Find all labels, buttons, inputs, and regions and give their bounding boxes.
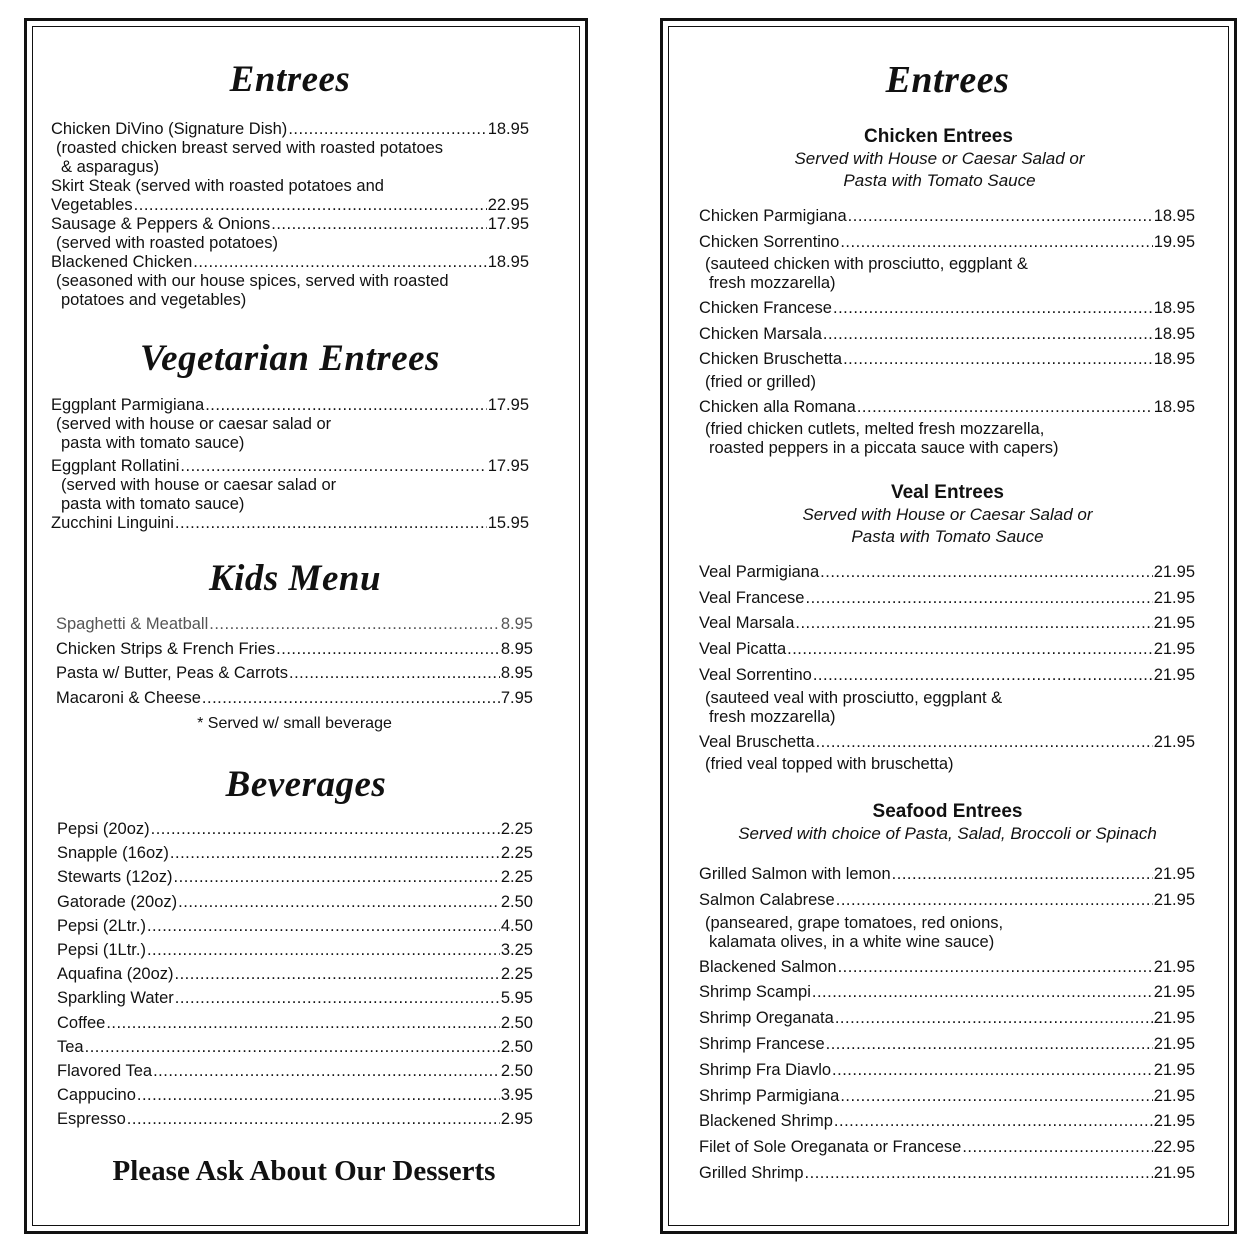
item-name: Blackened Chicken (51, 253, 193, 271)
item-price: 21.95 (1153, 563, 1195, 581)
item-price: 2.50 (500, 892, 533, 911)
veal-title: Veal Entrees (890, 482, 1005, 503)
item-name: Shrimp Fra Diavlo (699, 1060, 832, 1079)
veal-section (700, 482, 1195, 548)
item-price: 18.95 (1153, 207, 1195, 225)
item-price: 21.95 (1153, 890, 1195, 909)
item-name: Chicken DiVino (Signature Dish) (51, 120, 288, 138)
item-name: Cappucino (57, 1086, 136, 1105)
item-price: 18.95 (1153, 299, 1195, 317)
item-desc: (served with house or caesar salad or (61, 476, 337, 494)
item-price: 22.95 (1153, 1138, 1195, 1157)
menu-item (56, 612, 533, 637)
menu-item (51, 514, 529, 533)
menu-item (699, 1084, 1195, 1110)
menu-item (57, 1107, 533, 1131)
item-price: 2.25 (500, 844, 533, 863)
menu-item (56, 661, 533, 686)
left-entrees-section (51, 58, 529, 101)
item-desc: (seasoned with our house spices, served with roasted (56, 272, 449, 290)
item-price: 18.95 (487, 253, 529, 271)
menu-item (699, 1032, 1195, 1058)
veal-note: Served with House or Caesar Salad or (802, 505, 1093, 524)
item-name: Eggplant Parmigiana (51, 396, 205, 414)
seafood-note: Served with choice of Pasta, Salad, Broccoli or Spinach (738, 824, 1157, 843)
item-name: Sausage & Peppers & Onions (51, 215, 271, 233)
item-name: Grilled Shrimp (699, 1163, 804, 1182)
item-name: Veal Bruschetta (699, 732, 815, 751)
menu-item (51, 215, 529, 234)
veal-note: Pasta with Tomato Sauce (851, 527, 1044, 546)
menu-item (699, 204, 1195, 230)
menu-item (57, 1011, 533, 1035)
item-price: 15.95 (487, 514, 529, 532)
item-price: 2.50 (500, 1062, 533, 1081)
item-name: Coffee (57, 1013, 106, 1032)
menu-item (699, 395, 1195, 421)
item-name: Pasta w/ Butter, Peas & Carrots (56, 664, 289, 682)
item-price: 2.50 (500, 1037, 533, 1056)
menu-item (699, 730, 1195, 756)
item-price: 17.95 (487, 215, 529, 233)
item-price: 18.95 (1153, 397, 1195, 416)
menu-item (699, 888, 1195, 914)
item-name: Chicken Bruschetta (699, 350, 843, 368)
veal-list (699, 560, 1195, 777)
item-name-line: Skirt Steak (served with roasted potatoes and (51, 177, 384, 195)
item-price: 2.95 (500, 1110, 533, 1129)
item-price: 2.25 (500, 868, 533, 887)
beverages-title: Beverages (225, 764, 387, 805)
item-name: Chicken Sorrentino (699, 232, 840, 251)
item-price: 4.50 (500, 916, 533, 935)
item-name: Chicken Francese (699, 299, 832, 317)
item-price: 17.95 (487, 457, 529, 475)
item-desc: (served with house or caesar salad or (56, 415, 332, 433)
seafood-list (699, 862, 1195, 1187)
item-name: Filet of Sole Oreganata or Francese (699, 1138, 962, 1157)
menu-item (57, 890, 533, 914)
item-name: Veal Sorrentino (699, 665, 812, 684)
item-price: 17.95 (487, 396, 529, 414)
item-price: 21.95 (1153, 1009, 1195, 1028)
item-price: 18.95 (1153, 350, 1195, 368)
item-desc: (panseared, grape tomatoes, red onions, (705, 913, 1004, 932)
item-name: Eggplant Rollatini (51, 457, 180, 475)
item-name: Sparkling Water (57, 989, 174, 1008)
menu-item (57, 841, 533, 865)
menu-item (57, 962, 533, 986)
menu-item (699, 560, 1195, 586)
menu-item (699, 611, 1195, 637)
item-price: 21.95 (1153, 957, 1195, 976)
seafood-title: Seafood Entrees (872, 801, 1023, 822)
menu-item (699, 1161, 1195, 1187)
vegetarian-section (51, 337, 529, 380)
beverages-section (56, 763, 556, 806)
right-entrees-title: Entrees (885, 59, 1010, 101)
item-desc: pasta with tomato sauce) (61, 495, 245, 513)
item-price: 21.95 (1153, 1112, 1195, 1131)
menu-item (699, 663, 1195, 689)
item-price: 21.95 (1153, 1034, 1195, 1053)
menu-item (51, 457, 529, 476)
item-price: 21.95 (1153, 665, 1195, 684)
item-name: Veal Marsala (699, 614, 795, 633)
item-price: 2.50 (500, 1013, 533, 1032)
item-price: 21.95 (1153, 865, 1195, 883)
menu-item (699, 296, 1195, 322)
item-name: Macaroni & Cheese (56, 688, 201, 707)
item-name: Chicken Parmigiana (699, 207, 847, 225)
item-name: Shrimp Francese (699, 1034, 825, 1053)
menu-item (51, 196, 529, 215)
item-name: Chicken Marsala (699, 324, 822, 343)
kids-note: * Served w/ small beverage (197, 715, 392, 732)
menu-item (699, 955, 1195, 981)
item-price: 21.95 (1153, 614, 1195, 633)
chicken-title: Chicken Entrees (864, 126, 1013, 147)
right-entrees-header (700, 58, 1195, 102)
menu-item (56, 686, 533, 711)
item-name: Zucchini Linguini (51, 514, 174, 532)
menu-item (57, 865, 533, 889)
item-desc: (sauteed veal with prosciutto, eggplant & (705, 688, 1003, 707)
menu-item (57, 938, 533, 962)
menu-item (51, 396, 529, 415)
item-desc: fresh mozzarella) (709, 274, 836, 292)
item-name: Stewarts (12oz) (57, 868, 173, 887)
item-price: 21.95 (1153, 732, 1195, 751)
item-desc: (fried or grilled) (705, 372, 816, 391)
menu-item (699, 1135, 1195, 1161)
kids-list (56, 612, 533, 737)
kids-section (56, 557, 534, 600)
item-desc: roasted peppers in a piccata sauce with capers) (709, 439, 1059, 457)
item-desc: (roasted chicken breast served with roasted potatoes (56, 139, 444, 157)
beverages-list (57, 817, 533, 1132)
item-name: Vegetables (51, 196, 133, 214)
item-price: 8.95 (500, 615, 533, 633)
desserts-text: Please Ask About Our Desserts (112, 1155, 496, 1187)
item-price: 18.95 (487, 120, 529, 138)
item-name: Veal Picatta (699, 640, 787, 659)
item-price: 3.95 (500, 1086, 533, 1105)
item-name: Espresso (57, 1110, 126, 1129)
item-name: Gatorade (20oz) (57, 892, 178, 911)
menu-item (699, 586, 1195, 612)
menu-item (57, 1083, 533, 1107)
item-name: Flavored Tea (57, 1062, 153, 1081)
item-price: 2.25 (500, 820, 533, 838)
item-name: Shrimp Parmigiana (699, 1086, 840, 1105)
item-price: 8.95 (500, 639, 533, 658)
item-price: 2.25 (500, 965, 533, 984)
item-name: Pepsi (2Ltr.) (57, 916, 146, 935)
item-price: 21.95 (1153, 588, 1195, 607)
item-name: Snapple (16oz) (57, 844, 169, 863)
item-price: 18.95 (1153, 324, 1195, 343)
item-name: Grilled Salmon with lemon (699, 865, 891, 883)
menu-item (699, 230, 1195, 256)
vegetarian-title: Vegetarian Entrees (140, 338, 440, 379)
item-desc: & asparagus) (61, 158, 160, 176)
menu-item (57, 914, 533, 938)
chicken-list (699, 204, 1195, 461)
menu-item (57, 1059, 533, 1083)
menu-item (699, 322, 1195, 348)
menu-item (57, 986, 533, 1010)
item-price: 22.95 (487, 196, 529, 214)
item-price: 5.95 (500, 989, 533, 1008)
chicken-section (700, 126, 1195, 192)
item-price: 7.95 (500, 688, 533, 707)
item-name: Chicken alla Romana (699, 397, 856, 416)
item-name: Blackened Salmon (699, 957, 837, 976)
menu-item (51, 253, 529, 272)
item-name: Chicken Strips & French Fries (56, 639, 276, 658)
item-name: Pepsi (20oz) (57, 820, 150, 838)
menu-item (699, 980, 1195, 1006)
item-desc: fresh mozzarella) (709, 707, 836, 726)
menu-item (699, 637, 1195, 663)
menu-item (699, 347, 1195, 373)
menu-item (699, 1109, 1195, 1135)
menu-item (699, 1006, 1195, 1032)
item-price: 21.95 (1153, 640, 1195, 659)
item-name: Shrimp Oreganata (699, 1009, 834, 1028)
item-desc: (fried veal topped with bruschetta) (705, 755, 954, 774)
item-desc: (served with roasted potatoes) (56, 234, 278, 252)
item-price: 21.95 (1153, 1060, 1195, 1079)
item-desc: (fried chicken cutlets, melted fresh mozzarella, (705, 420, 1045, 438)
left-entrees-list (51, 120, 529, 310)
entrees-title: Entrees (229, 59, 351, 100)
item-price: 21.95 (1153, 983, 1195, 1002)
item-price: 21.95 (1153, 1086, 1195, 1105)
item-name: Shrimp Scampi (699, 983, 811, 1002)
item-name: Spaghetti & Meatball (56, 615, 209, 633)
item-name: Salmon Calabrese (699, 890, 835, 909)
item-desc: (sauteed chicken with prosciutto, eggplant & (705, 255, 1028, 273)
item-name: Veal Parmigiana (699, 563, 820, 581)
chicken-note: Pasta with Tomato Sauce (843, 171, 1036, 190)
vegetarian-list (51, 396, 529, 533)
item-price: 21.95 (1153, 1163, 1195, 1182)
item-name: Blackened Shrimp (699, 1112, 833, 1131)
menu-item (56, 637, 533, 662)
desserts-note (40, 1155, 568, 1188)
menu-item (699, 1058, 1195, 1084)
item-price: 3.25 (500, 941, 533, 960)
chicken-note: Served with House or Caesar Salad or (794, 149, 1085, 168)
item-name: Tea (57, 1037, 84, 1056)
menu-item (57, 817, 533, 841)
item-name: Aquafina (20oz) (57, 965, 174, 984)
item-price: 8.95 (500, 664, 533, 682)
item-name: Pepsi (1Ltr.) (57, 941, 146, 960)
item-desc: pasta with tomato sauce) (61, 434, 245, 452)
kids-title: Kids Menu (208, 558, 382, 599)
item-desc: potatoes and vegetables) (61, 291, 247, 309)
menu-item (51, 120, 529, 139)
item-name: Veal Francese (699, 588, 805, 607)
menu-item (699, 862, 1195, 888)
item-price: 19.95 (1153, 232, 1195, 251)
item-desc: kalamata olives, in a white wine sauce) (709, 932, 995, 951)
seafood-section (700, 801, 1215, 845)
menu-item (57, 1035, 533, 1059)
